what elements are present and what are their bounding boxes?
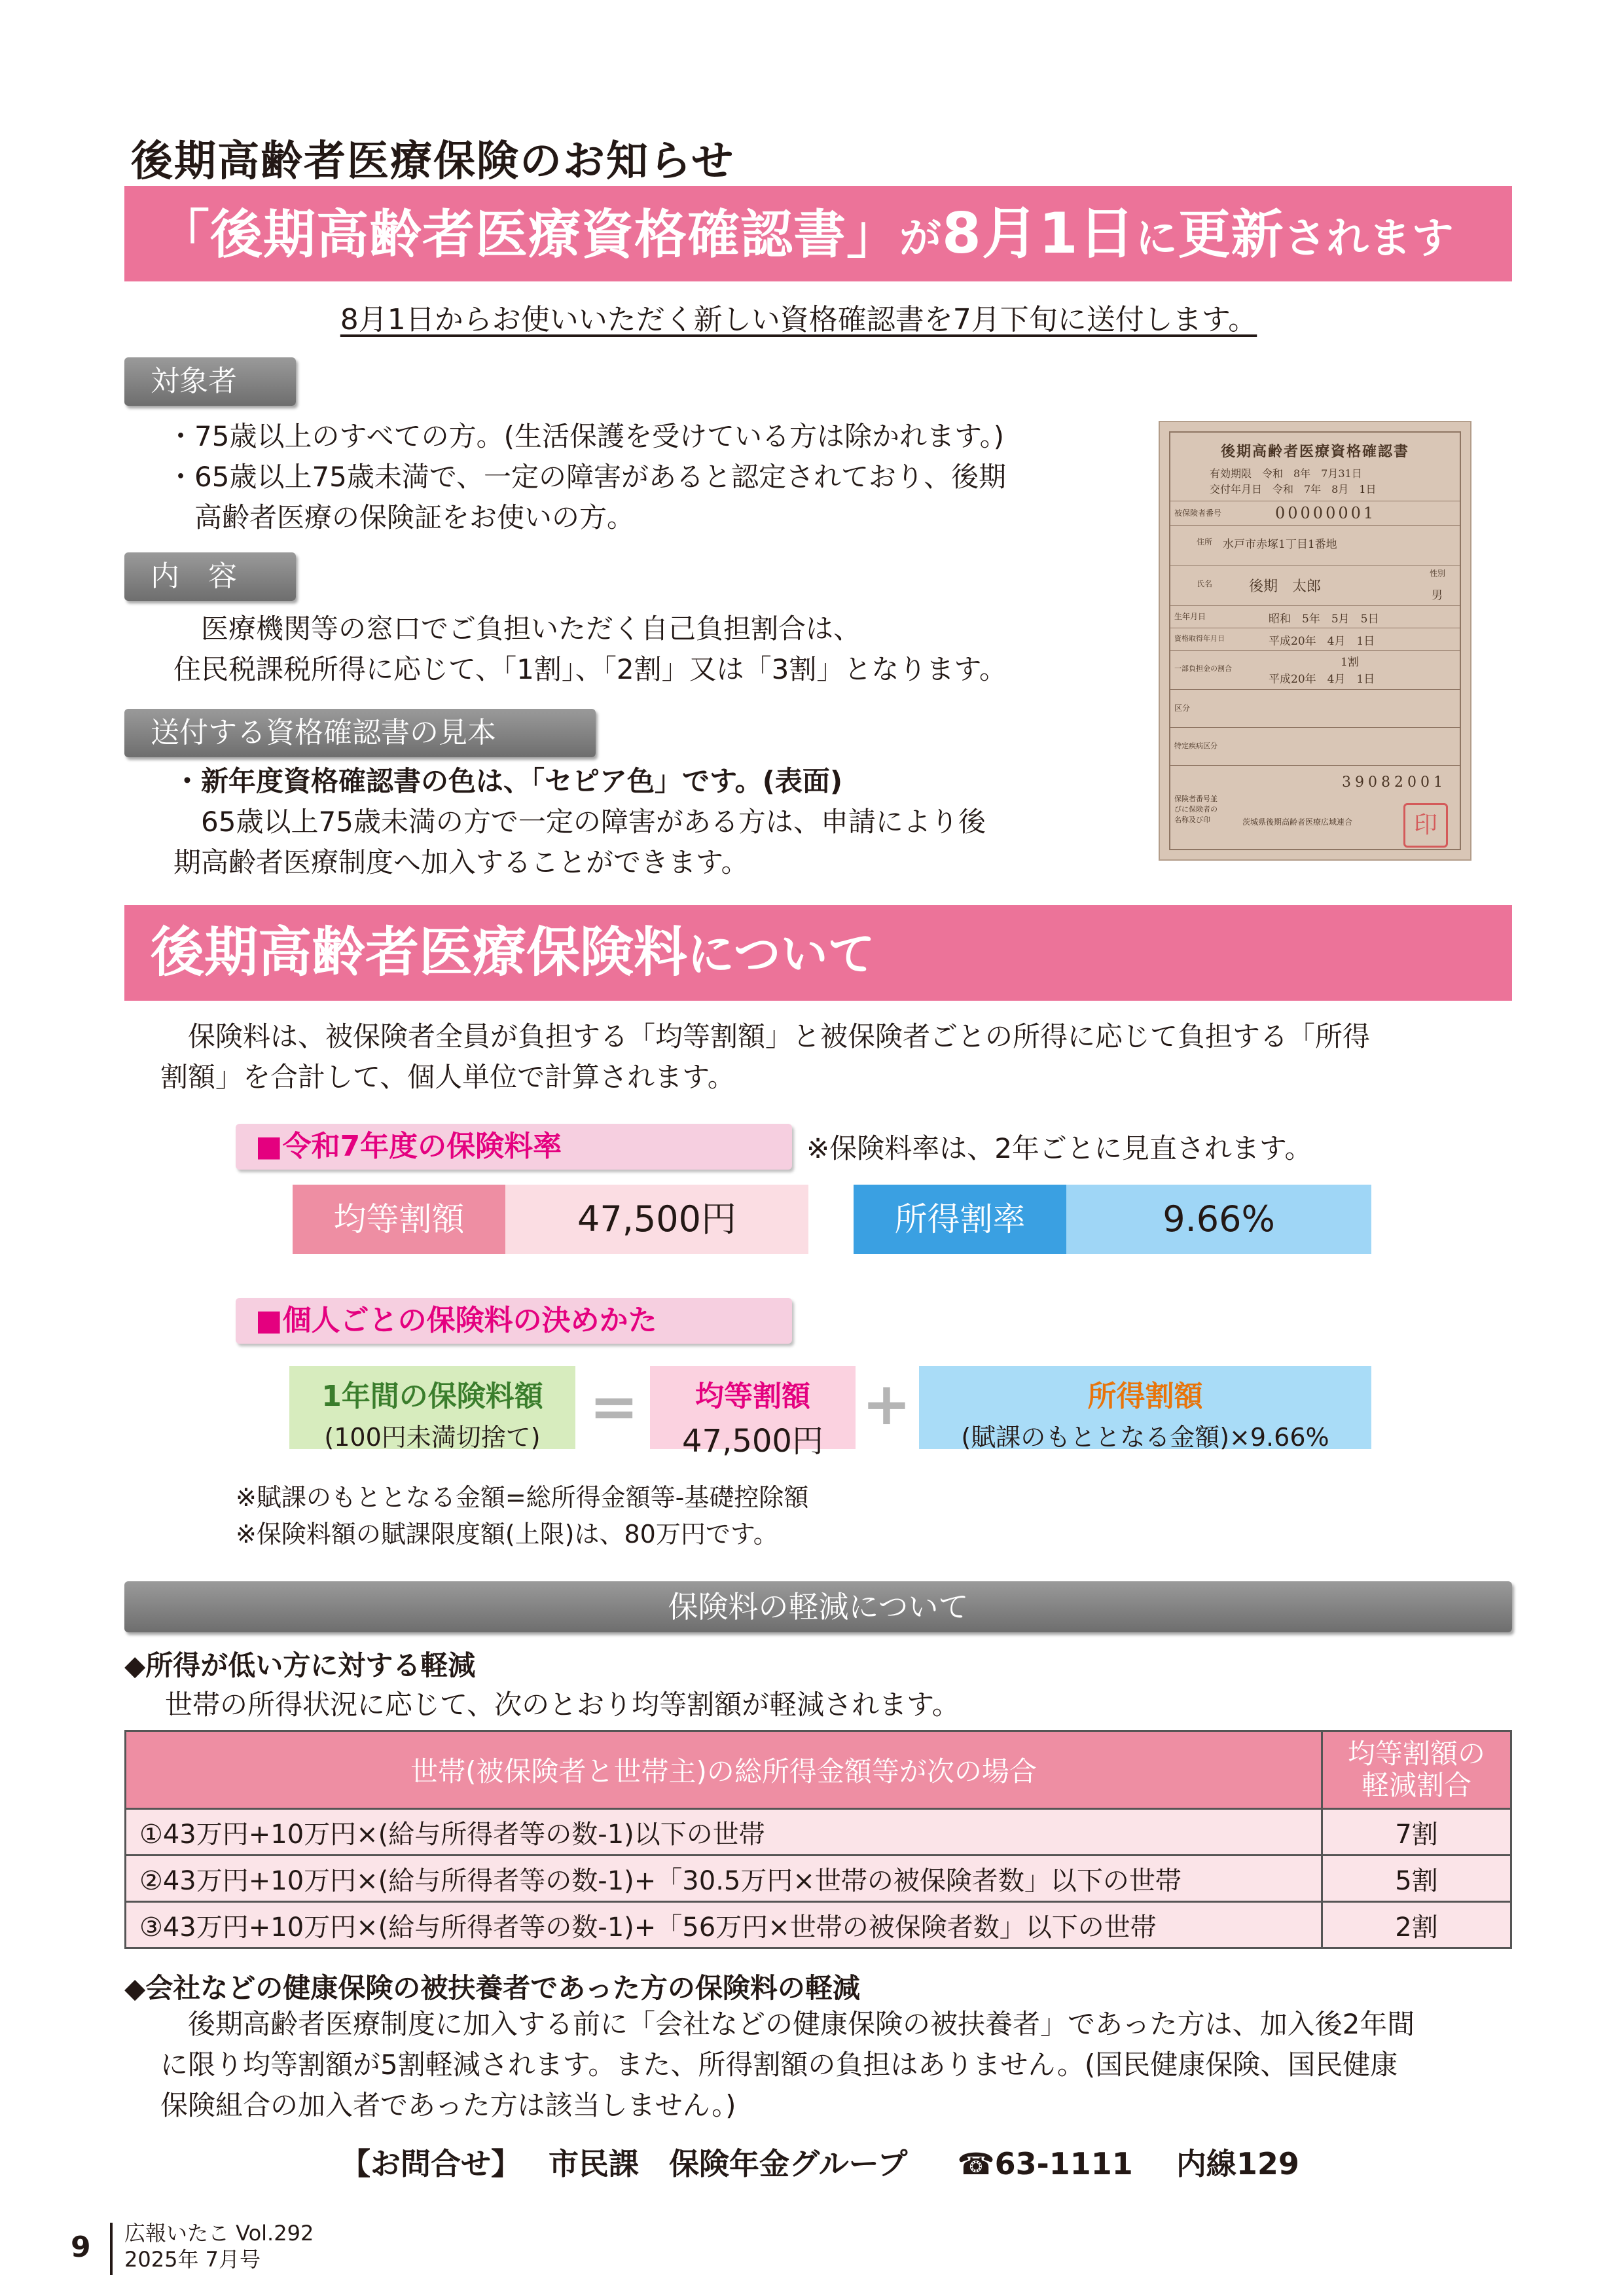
table-header-condition: 世帯(被保険者と世帯主)の総所得金額等が次の場合 [126, 1731, 1322, 1809]
contact-ext: 内線129 [1176, 2146, 1299, 2181]
burden-date: 平成20年 4月 1日 [1269, 673, 1375, 686]
acq-value: 平成20年 4月 1日 [1269, 635, 1375, 648]
formula-plus: + [861, 1370, 912, 1439]
phone-icon: ☎ [957, 2146, 995, 2181]
contact-phone: 63-1111 [994, 2146, 1133, 2181]
address-label: 住所 [1197, 537, 1213, 547]
name-value: 後期 太郎 [1249, 579, 1322, 595]
target-line-2: ・65歳以上75歳未満で、一定の障害があると認定されており、後期 [167, 461, 1007, 493]
footer-divider [110, 2223, 113, 2275]
rate-tag: ■令和7年度の保険料率 [236, 1124, 792, 1170]
income-rate-value: 9.66% [1066, 1185, 1371, 1254]
banner-certificate-update [124, 186, 1512, 281]
banner-particle-ga: が [899, 215, 942, 263]
dependents-line-2: に限り均等割額が5割軽減されます。また、所得割額の負担はありません。(国民健康保険、国民健康 [160, 2049, 1398, 2081]
banner-certificate-name: 「後期高齢者医療資格確認書」 [157, 204, 899, 265]
dependents-heading: ◆会社などの健康保険の被扶養者であった方の保険料の軽減 [124, 1972, 860, 2004]
burden-label: 一部負担金の割合 [1174, 664, 1232, 673]
sex-value: 男 [1432, 589, 1443, 602]
sample-text [173, 761, 1155, 883]
table-row [126, 1809, 1511, 1856]
certificate-row-category [1170, 689, 1460, 728]
label-sample: 送付する資格確認書の見本 [124, 709, 596, 757]
content-text [173, 609, 1155, 690]
certificate-frame [1169, 431, 1461, 850]
formula-income-sub: (賦課のもととなる金額)×9.66% [961, 1423, 1329, 1452]
certificate-row-number [1170, 501, 1460, 526]
equal-rate-value: 47,500円 [505, 1185, 808, 1254]
special-label: 特定疾病区分 [1174, 742, 1218, 750]
insurer-label: 保険者番号並びに保険者の名称及び印 [1174, 795, 1218, 824]
certificate-row-burden [1170, 650, 1460, 690]
label-content: 内 容 [124, 552, 296, 601]
table-row-rate: 7割 [1322, 1809, 1511, 1856]
reduction-table [124, 1730, 1512, 1949]
dependents-text [160, 2004, 1515, 2126]
equal-rate-label: 均等割額 [293, 1185, 505, 1254]
table-header-rate-1: 均等割額の [1347, 1738, 1485, 1770]
premium-intro [160, 1016, 1502, 1098]
footer-pub: 広報いたこ Vol.292 [124, 2221, 314, 2246]
banner-suffix: されます [1284, 215, 1454, 263]
formula-annual-sub: (100円未満切捨て) [324, 1423, 541, 1452]
table-row-condition: ②43万円+10万円×(給与所得者等の数-1)+「30.5万円×世帯の被保険者数」以下の世帯 [126, 1856, 1322, 1902]
certificate-row-birth [1170, 605, 1460, 628]
table-row [126, 1902, 1511, 1948]
target-text [167, 416, 1149, 538]
banner-premium-main: 後期高齢者医療保険料 [151, 922, 688, 984]
low-income-text: 世帯の所得状況に応じて、次のとおり均等割額が軽減されます。 [137, 1689, 960, 1721]
content-line-1: 医療機関等の窓口でご負担いただく自己負担割合は、 [173, 613, 861, 645]
contact-label: 【お問合せ】 [340, 2146, 521, 2181]
certificate-row-name [1170, 565, 1460, 606]
birth-value: 昭和 5年 5月 5日 [1269, 613, 1379, 626]
formula-equal [650, 1366, 856, 1460]
certificate-validity: 有効期限 令和 8年 7月31日 [1210, 467, 1362, 480]
formula-income [919, 1366, 1371, 1452]
formula-equal-title: 均等割額 [695, 1380, 810, 1413]
table-header-rate [1322, 1731, 1511, 1809]
banner-update: 更新 [1178, 204, 1284, 265]
label-target: 対象者 [124, 357, 296, 406]
contact-dept: 市民課 保険年金グループ [549, 2146, 908, 2181]
notice-title: 後期高齢者医療保険のお知らせ [131, 137, 735, 186]
footer-date: 2025年 7月号 [124, 2247, 261, 2272]
table-header-rate-2: 軽減割合 [1361, 1769, 1471, 1801]
table-row-condition: ③43万円+10万円×(給与所得者等の数-1)+「56万円×世帯の被保険者数」以下の世帯 [126, 1902, 1322, 1948]
table-row-rate: 5割 [1322, 1856, 1511, 1902]
table-row-rate: 2割 [1322, 1902, 1511, 1948]
banner-premium-rest: について [687, 927, 875, 982]
certificate-row-address [1170, 524, 1460, 565]
footer-publication [124, 2220, 314, 2272]
certificate-row-special [1170, 727, 1460, 766]
certificate-issued: 交付年月日 令和 7年 8月 1日 [1210, 483, 1377, 495]
target-line-3: 高齢者医療の保険証をお使いの方。 [167, 501, 635, 533]
page-number: 9 [71, 2231, 91, 2264]
category-label: 区分 [1174, 704, 1191, 713]
target-line-1: ・75歳以上のすべての方。(生活保護を受けている方は除かれます。) [167, 420, 1005, 452]
formula-equals: = [589, 1372, 639, 1441]
note-1: ※賦課のもととなる金額=総所得金額等-基礎控除額 [236, 1483, 809, 1512]
formula-income-title: 所得割額 [1087, 1380, 1203, 1413]
table-header-row [126, 1731, 1511, 1809]
premium-intro-line-1: 保険料は、被保険者全員が負担する「均等割額」と被保険者ごとの所得に応じて負担する「所得 [160, 1020, 1371, 1052]
note-2: ※保険料額の賦課限度額(上限)は、80万円です。 [236, 1520, 778, 1549]
burden-value: 1割 [1341, 656, 1359, 669]
content-line-2: 住民税課税所得に応じて、「1割」、「2割」又は「3割」となります。 [173, 653, 1007, 685]
rate-note: ※保険料率は、2年ごとに見直されます。 [806, 1132, 1312, 1164]
dependents-line-1: 後期高齢者医療制度に加入する前に「会社などの健康保険の被扶養者」であった方は、加入後2年間 [160, 2008, 1415, 2040]
sample-line-1: 65歳以上75歳未満の方で一定の障害がある方は、申請により後 [173, 806, 986, 838]
calc-tag: ■個人ごとの保険料の決めかた [236, 1298, 792, 1344]
subtitle: 8月1日からお使いいただく新しい資格確認書を7月下旬に送付します。 [340, 303, 1257, 336]
low-income-heading: ◆所得が低い方に対する軽減 [124, 1649, 476, 1681]
formula-annual-title: 1年間の保険料額 [321, 1380, 543, 1413]
premium-intro-line-2: 割額」を合計して、個人単位で計算されます。 [160, 1061, 735, 1093]
insurer-number: 39082001 [1342, 774, 1447, 791]
certificate-row-insurer [1170, 765, 1460, 853]
insurer-name: 茨城県後期高齢者医療広域連合 [1242, 817, 1353, 827]
number-label: 被保険者番号 [1174, 509, 1222, 518]
table-row-condition: ①43万円+10万円×(給与所得者等の数-1)以下の世帯 [126, 1809, 1322, 1856]
acq-label: 資格取得年月日 [1174, 634, 1225, 643]
seal-stamp: 印 [1403, 803, 1448, 848]
certificate-title: 後期高齢者医療資格確認書 [1220, 443, 1409, 460]
formula-equal-value: 47,500円 [682, 1423, 823, 1460]
sex-label: 性別 [1429, 569, 1445, 578]
table-row [126, 1856, 1511, 1902]
banner-premium [124, 905, 1512, 1001]
income-rate-label: 所得割率 [854, 1185, 1066, 1254]
number-value: 00000001 [1275, 504, 1377, 522]
contact [340, 2140, 1299, 2183]
birth-label: 生年月日 [1174, 612, 1206, 621]
certificate-row-acq [1170, 628, 1460, 651]
dependents-line-3: 保険組合の加入者であった方は該当しません。) [160, 2089, 736, 2121]
banner-particle-ni: に [1135, 215, 1178, 263]
sample-line-2: 期高齢者医療制度へ加入することができます。 [173, 846, 749, 878]
banner-date: 8月1日 [942, 201, 1136, 266]
certificate-sample-image [1159, 421, 1471, 861]
notes [236, 1479, 808, 1552]
formula-annual [289, 1366, 575, 1452]
name-label: 氏名 [1197, 579, 1213, 588]
address-value: 水戸市赤塚1丁目1番地 [1223, 538, 1337, 551]
reduction-bar: 保険料の軽減について [124, 1581, 1512, 1632]
sample-color-line: ・新年度資格確認書の色は、「セピア色」です。(表面) [173, 765, 843, 797]
